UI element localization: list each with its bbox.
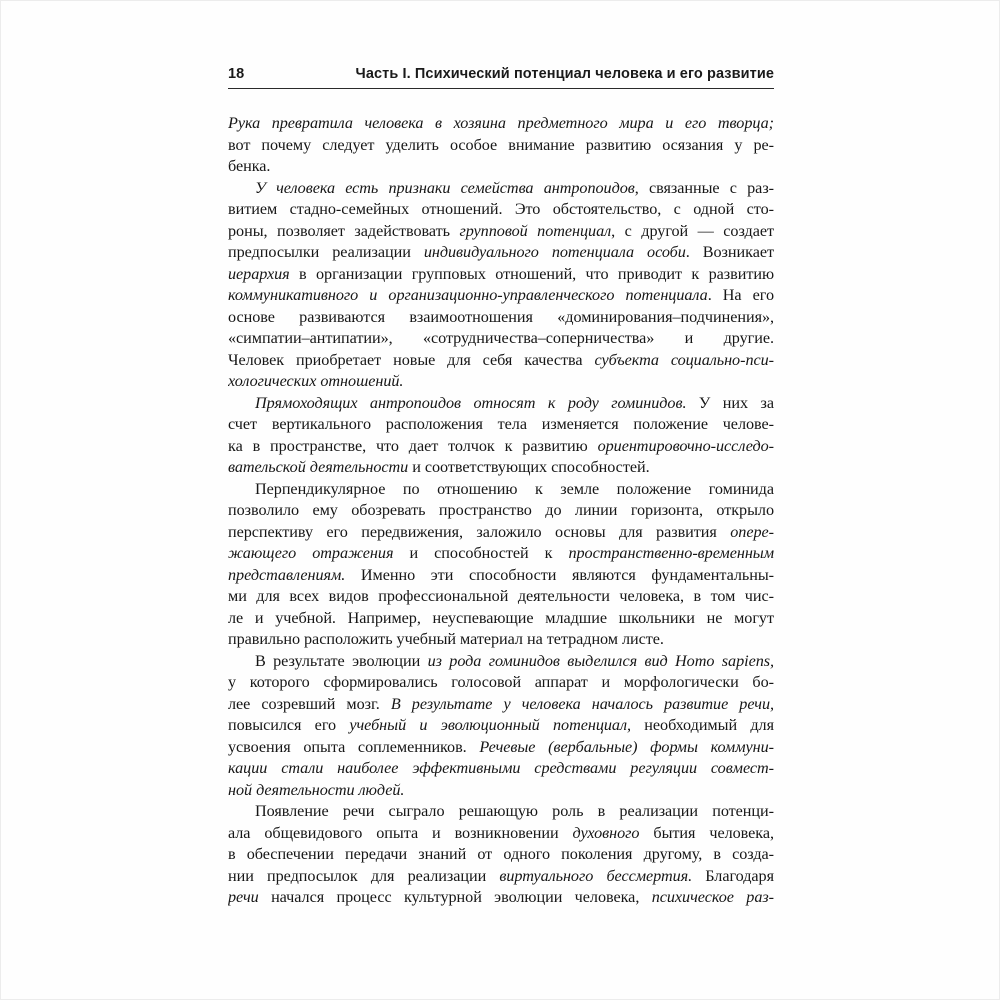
text-segment: усвоения опыта соплеменников. xyxy=(228,737,480,756)
text-line xyxy=(228,371,774,393)
text-segment: опере- xyxy=(730,522,774,541)
text-segment: ала общевидового опыта и возникновении xyxy=(228,823,573,842)
text-segment: Благодаря xyxy=(692,866,774,885)
text-segment: кации стали наиболее эффективными средствами регуляции совмест- xyxy=(228,759,774,777)
text-segment: позволило ему обозревать пространство до линии горизонта, открыло xyxy=(228,501,774,519)
text-line xyxy=(228,500,774,522)
paragraph xyxy=(228,651,774,802)
text-segment: ориентировочно-исследо- xyxy=(597,436,774,455)
text-segment: роны, позволяет задействовать xyxy=(228,221,460,240)
text-segment: в организации групповых отношений, что приводит к развитию xyxy=(289,264,774,283)
text-line xyxy=(228,264,774,286)
text-segment: витием стадно-семейных отношений. Это обстоятельство, с одной сто- xyxy=(228,200,774,218)
text-line xyxy=(228,436,774,458)
text-segment: Речевые (вербальные) формы коммуни- xyxy=(479,737,774,756)
text-segment: у которого сформировались голосовой аппарат и морфологически бо- xyxy=(228,673,774,691)
text-line xyxy=(228,565,774,587)
text-line xyxy=(228,629,774,651)
text-line xyxy=(228,479,774,501)
page-header xyxy=(228,66,774,82)
text-line xyxy=(228,586,774,608)
text-segment: ми для всех видов профессиональной деятельности человека, в том чис- xyxy=(228,587,774,605)
text-line xyxy=(228,715,774,737)
text-segment: У них за xyxy=(686,393,774,412)
text-block xyxy=(228,113,774,909)
text-segment: духовного xyxy=(572,823,640,842)
text-segment: ле и учебной. Например, неуспевающие младшие школьники не могут xyxy=(228,608,774,627)
text-segment: , с другой — создает xyxy=(611,221,774,240)
paragraph xyxy=(228,113,774,178)
text-line xyxy=(228,737,774,759)
text-segment: лее созревший мозг. xyxy=(228,694,391,713)
text-segment: Перпендикулярное по отношению к земле положение гоминида xyxy=(255,479,774,498)
text-line xyxy=(228,672,774,694)
text-segment: иерархия xyxy=(228,264,290,283)
text-segment: коммуникативного и организационно-управленческого потенциала xyxy=(228,286,708,304)
text-line xyxy=(228,113,774,135)
text-segment: У человека есть признаки семейства антропоидов xyxy=(255,178,635,197)
text-line xyxy=(228,285,774,307)
text-line xyxy=(228,350,774,372)
text-segment: вот почему следует уделить особое внимание развитию осязания у ре- xyxy=(228,135,774,154)
text-segment: Человек приобретает новые для себя качества xyxy=(228,350,595,369)
running-title: Часть I. Психический потенциал человека и его развитие xyxy=(355,66,774,82)
text-segment: групповой потенциал xyxy=(459,221,612,240)
text-line xyxy=(228,694,774,716)
text-line xyxy=(228,414,774,436)
paragraph xyxy=(228,178,774,393)
text-segment: счет вертикального расположения тела изменяется положение челове- xyxy=(228,415,774,433)
text-segment: бытия человека, xyxy=(639,823,774,842)
text-segment: , связанные с раз- xyxy=(634,178,774,197)
text-segment: пространственно-временным xyxy=(568,544,774,562)
text-segment: и соответствующих способностей. xyxy=(408,458,650,476)
text-segment: речи xyxy=(228,888,259,906)
text-segment: В результате эволюции xyxy=(255,651,428,670)
text-line xyxy=(228,307,774,329)
paragraph xyxy=(228,801,774,909)
text-segment: предпосылки реализации xyxy=(228,243,424,261)
paragraph xyxy=(228,393,774,479)
text-segment: Появление речи сыграло решающую роль в реализации потенци- xyxy=(255,802,774,820)
text-line xyxy=(228,522,774,544)
text-line xyxy=(228,887,774,909)
text-line xyxy=(228,823,774,845)
text-line xyxy=(228,457,774,479)
text-line xyxy=(228,608,774,630)
text-segment: повысился его xyxy=(228,716,350,734)
text-line xyxy=(228,221,774,243)
text-line xyxy=(228,758,774,780)
text-line xyxy=(228,801,774,823)
text-line xyxy=(228,328,774,350)
text-segment: виртуального бессмертия. xyxy=(499,866,693,885)
header-rule xyxy=(228,88,774,89)
text-segment: Рука превратила человека в хозяина предметного мира и его творца; xyxy=(228,114,774,132)
text-line xyxy=(228,651,774,673)
text-segment: необходимый для xyxy=(630,716,774,734)
text-line xyxy=(228,178,774,200)
text-segment: ка в пространстве, что дает толчок к развитию xyxy=(228,436,598,455)
text-segment: в обеспечении передачи знаний от одного поколения другому, в созда- xyxy=(228,845,774,863)
text-line xyxy=(228,543,774,565)
text-line xyxy=(228,844,774,866)
text-segment: перспективу его передвижения, заложило основы для развития xyxy=(228,522,731,541)
text-segment: начался процесс культурной эволюции человека, xyxy=(258,888,652,906)
text-line xyxy=(228,242,774,264)
text-segment: . На его xyxy=(707,286,774,304)
text-segment: индивидуального потенциала особи xyxy=(423,243,686,261)
text-segment: из рода гоминидов выделился вид Homo sapiens, xyxy=(427,651,774,670)
text-segment: учебный и эволюционный потенциал, xyxy=(349,716,631,734)
text-line xyxy=(228,135,774,157)
text-segment: . Возникает xyxy=(685,243,774,261)
text-segment: субъекта социально-пси- xyxy=(594,350,774,369)
text-segment: Именно эти способности являются фундаментальны- xyxy=(345,565,774,584)
text-segment: Прямоходящих антропоидов относят к роду гоминидов. xyxy=(255,393,687,412)
text-segment: бенка. xyxy=(228,157,271,175)
text-segment: «симпатии–антипатии», «сотрудничества–соперничества» и другие. xyxy=(228,329,774,347)
text-segment: правильно расположить учебный материал на тетрадном листе. xyxy=(228,630,664,648)
text-segment: психическое раз- xyxy=(651,888,774,906)
text-line xyxy=(228,156,774,178)
page-number: 18 xyxy=(228,66,245,82)
text-segment: В результате у человека началось развитие речи, xyxy=(390,694,774,713)
text-segment: жающего отражения xyxy=(228,544,394,562)
text-line xyxy=(228,199,774,221)
text-segment: представлениям. xyxy=(228,565,346,584)
text-segment: основе развиваются взаимоотношения «доминирования–подчинения», xyxy=(228,307,774,326)
text-segment: нии предпосылок для реализации xyxy=(228,866,500,885)
text-line xyxy=(228,866,774,888)
text-segment: вательской деятельности xyxy=(228,458,409,476)
text-segment: хологических отношений. xyxy=(228,372,404,390)
text-segment: ной деятельности людей. xyxy=(228,780,405,799)
paragraph xyxy=(228,479,774,651)
text-line xyxy=(228,780,774,802)
text-segment: и способностей к xyxy=(393,544,569,562)
text-line xyxy=(228,393,774,415)
